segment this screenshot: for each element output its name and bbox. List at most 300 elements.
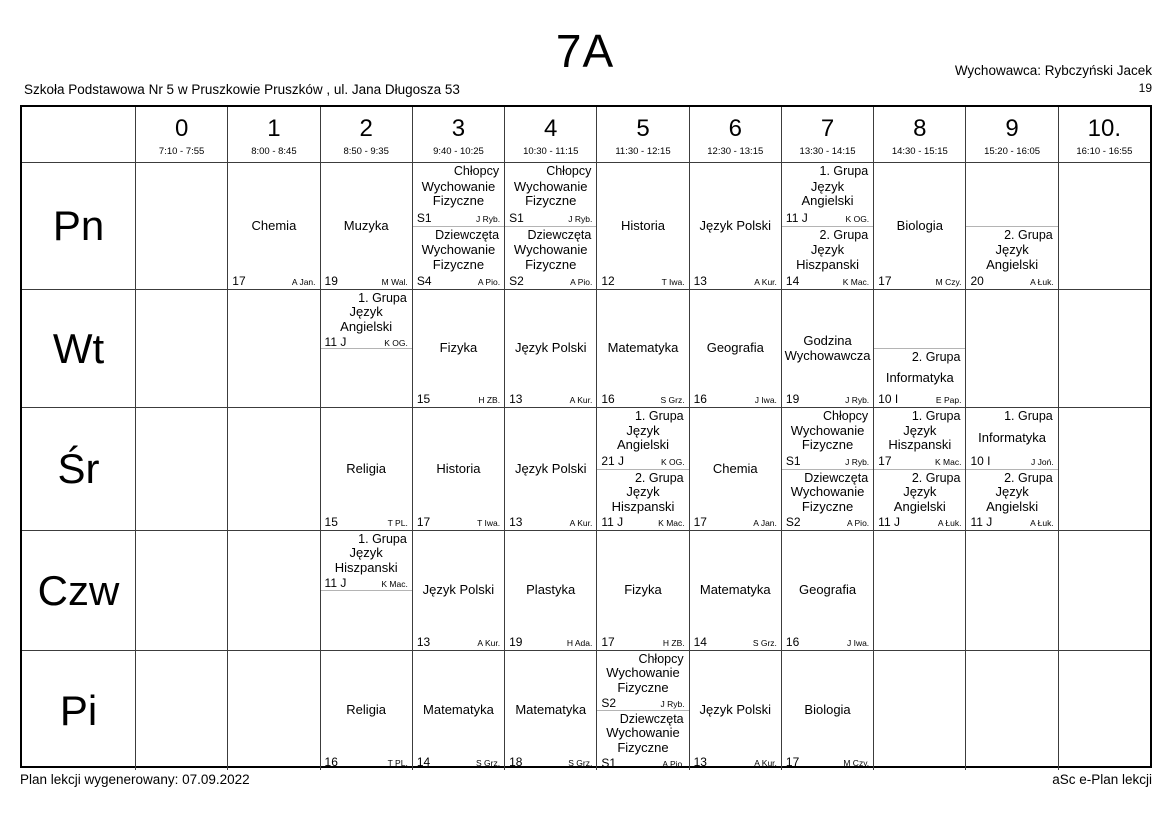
room-label: 21 J xyxy=(601,453,625,468)
lesson-cell xyxy=(596,407,688,530)
period-number: 8 xyxy=(913,114,927,142)
room-label: 20 xyxy=(970,274,984,288)
room-teacher-row xyxy=(228,274,319,288)
room-label: S2 xyxy=(601,696,617,710)
lesson-cell xyxy=(689,289,781,407)
lesson-cell xyxy=(320,650,412,770)
period-number: 9 xyxy=(1005,114,1019,142)
group-label: Chłopcy xyxy=(823,409,869,423)
subject-label: Religia xyxy=(346,460,387,476)
teacher-label: A Kur. xyxy=(569,395,593,405)
subject-label: Wychowanie Fizyczne xyxy=(606,725,680,756)
lesson-cell xyxy=(504,289,596,407)
room-label: 11 J xyxy=(878,515,900,529)
teacher-label: A Pio. xyxy=(846,518,870,528)
period-header xyxy=(965,107,1057,162)
lesson-cell xyxy=(781,289,873,407)
teacher-label: S Grz. xyxy=(660,395,685,405)
room-label: 10 I xyxy=(970,453,991,468)
room-label: 14 xyxy=(693,635,707,649)
room-label: 13 xyxy=(693,274,707,288)
lesson-group-half xyxy=(874,469,965,531)
room-label: 13 xyxy=(509,515,523,529)
empty-cell xyxy=(135,162,227,289)
lesson-cell xyxy=(873,407,965,530)
room-teacher-row xyxy=(690,755,781,769)
room-label: S1 xyxy=(416,210,432,225)
lesson-group-half xyxy=(874,408,965,469)
room-teacher-row xyxy=(321,335,412,348)
room-label: 16 xyxy=(324,755,338,769)
teacher-label: J Iwa. xyxy=(754,395,777,405)
room-label: 17 xyxy=(416,515,431,529)
period-header xyxy=(504,107,596,162)
group-label: 1. Grupa xyxy=(1004,409,1053,423)
empty-cell xyxy=(965,289,1057,407)
teacher-label: A Łuk. xyxy=(937,518,962,528)
period-header xyxy=(320,107,412,162)
room-teacher-row xyxy=(690,515,781,529)
lesson-group-half xyxy=(874,348,965,407)
room-teacher-row xyxy=(505,515,596,529)
teacher-label: A Łuk. xyxy=(1030,518,1054,528)
subject-label: Wychowanie Fizyczne xyxy=(421,242,496,272)
room-teacher-row xyxy=(321,576,412,590)
room-label: 13 xyxy=(693,755,707,769)
empty-cell xyxy=(135,289,227,407)
room-teacher-row xyxy=(505,635,596,649)
room-teacher-row xyxy=(874,454,965,469)
subject-label: Matematyka xyxy=(423,702,494,718)
room-teacher-row xyxy=(690,392,781,406)
subject-label: Język Polski xyxy=(422,582,495,598)
subject-label: Chemia xyxy=(251,217,297,233)
teacher-label: K Mac. xyxy=(658,518,685,528)
lesson-cell xyxy=(412,162,504,289)
lesson-group-half xyxy=(597,710,688,770)
lesson-group-half xyxy=(782,408,873,469)
empty-half xyxy=(966,163,1057,226)
empty-cell xyxy=(965,530,1057,650)
group-label: Dziewczęta xyxy=(619,712,684,726)
group-label: Chłopcy xyxy=(453,164,500,178)
empty-cell xyxy=(135,650,227,770)
day-label: Śr xyxy=(22,407,135,530)
room-teacher-row xyxy=(690,635,781,649)
empty-cell xyxy=(227,530,319,650)
room-teacher-row xyxy=(966,515,1057,530)
empty-cell xyxy=(965,650,1057,770)
lesson-cell xyxy=(504,407,596,530)
lesson-group-half xyxy=(413,226,504,290)
teacher-label: T Iwa. xyxy=(477,518,501,528)
group-label: 2. Grupa xyxy=(819,227,869,242)
room-teacher-row xyxy=(782,211,873,226)
room-teacher-row xyxy=(782,392,873,406)
subject-label: Język Angielski xyxy=(616,422,669,453)
empty-cell xyxy=(1058,407,1150,530)
lesson-cell xyxy=(504,530,596,650)
room-teacher-row xyxy=(874,274,965,288)
group-label: 2. Grupa xyxy=(911,470,961,485)
teacher-label: J Iwa. xyxy=(846,638,870,648)
room-label: 19 xyxy=(509,635,523,649)
lesson-cell xyxy=(320,407,412,530)
teacher-label: A Łuk. xyxy=(1030,277,1054,287)
group-label: 2. Grupa xyxy=(1004,470,1053,485)
lesson-cell xyxy=(689,530,781,650)
teacher-label: J Ryb. xyxy=(660,699,685,710)
room-teacher-row xyxy=(413,274,504,289)
lesson-cell xyxy=(689,162,781,289)
room-teacher-row xyxy=(597,454,688,469)
subject-label: Język Polski xyxy=(514,460,587,476)
lesson-cell xyxy=(596,162,688,289)
day-label: Pi xyxy=(22,650,135,770)
teacher-label: E Pap. xyxy=(935,395,962,405)
lesson-cell xyxy=(412,289,504,407)
teacher-label: S Grz. xyxy=(475,758,501,768)
room-teacher-row xyxy=(413,755,504,769)
lesson-cell xyxy=(689,650,781,770)
subject-label: Historia xyxy=(436,460,481,476)
period-time: 15:20 - 16:05 xyxy=(984,146,1041,157)
subject-label: Język Hiszpanski xyxy=(796,242,859,272)
teacher-label: S Grz. xyxy=(752,638,777,648)
lesson-cell xyxy=(504,162,596,289)
room-teacher-row xyxy=(597,635,688,649)
empty-cell xyxy=(227,289,319,407)
lesson-group-half xyxy=(782,226,873,290)
school-name: Szkoła Podstawowa Nr 5 w Pruszkowie Pruszków , ul. Jana Długosza 53 xyxy=(24,82,460,97)
period-time: 10:30 - 11:15 xyxy=(523,146,579,157)
empty-half xyxy=(874,290,965,348)
lesson-cell xyxy=(320,162,412,289)
room-label: S2 xyxy=(509,274,524,288)
teacher-label: T Iwa. xyxy=(661,277,685,287)
teacher-label: H ZB. xyxy=(662,638,685,648)
room-label: 12 xyxy=(601,274,615,288)
subject-label: Matematyka xyxy=(699,582,771,598)
subject-label: Język Polski xyxy=(699,702,772,718)
lesson-group-half xyxy=(782,469,873,531)
group-label: 2. Grupa xyxy=(911,350,961,364)
group-label: 1. Grupa xyxy=(634,409,684,423)
group-label: 1. Grupa xyxy=(358,291,407,305)
teacher-label: H ZB. xyxy=(478,395,501,405)
lesson-cell xyxy=(781,162,873,289)
teacher-label: M Czy. xyxy=(843,758,870,768)
period-number: 7 xyxy=(820,114,835,142)
lesson-cell xyxy=(412,530,504,650)
period-header xyxy=(1058,107,1150,162)
lesson-cell xyxy=(412,650,504,770)
teacher-label: J Joń. xyxy=(1031,456,1054,467)
room-teacher-row xyxy=(966,274,1057,289)
subject-label: Geografia xyxy=(706,340,764,356)
room-label: 10 I xyxy=(878,392,899,406)
room-teacher-row xyxy=(782,454,873,469)
room-label: 17 xyxy=(878,453,892,468)
teacher-label: A Kur. xyxy=(569,518,593,528)
room-label: 11 J xyxy=(970,515,993,529)
teacher-label: A Pio. xyxy=(477,277,501,287)
empty-cell xyxy=(1058,162,1150,289)
empty-cell xyxy=(135,407,227,530)
subject-label: Religia xyxy=(346,702,387,718)
room-label: 15 xyxy=(416,392,431,406)
room-label: 14 xyxy=(785,274,800,288)
empty-cell xyxy=(873,530,965,650)
teacher-label: J Ryb. xyxy=(845,456,870,467)
lesson-cell xyxy=(781,650,873,770)
room-label: S1 xyxy=(601,756,617,770)
empty-half xyxy=(321,348,412,407)
group-label: Chłopcy xyxy=(638,652,684,666)
empty-cell xyxy=(1058,530,1150,650)
lesson-cell xyxy=(596,530,688,650)
lesson-cell xyxy=(781,407,873,530)
period-number: 3 xyxy=(451,114,466,142)
period-number: 10. xyxy=(1087,114,1122,142)
lesson-cell xyxy=(504,650,596,770)
room-label: 13 xyxy=(416,635,431,649)
room-label: 11 J xyxy=(324,335,347,348)
teacher-label: A Pio. xyxy=(570,277,593,287)
subject-label: Język Hiszpanski xyxy=(611,484,675,514)
lesson-group-half xyxy=(597,651,688,710)
teacher-label: T PL. xyxy=(387,758,408,768)
empty-cell xyxy=(135,530,227,650)
lesson-group-half xyxy=(966,469,1057,531)
period-number: 5 xyxy=(636,114,650,142)
lesson-cell xyxy=(320,289,412,407)
period-time: 8:50 - 9:35 xyxy=(343,146,389,157)
lesson-group-half xyxy=(321,290,412,348)
period-header xyxy=(596,107,688,162)
room-teacher-row xyxy=(782,274,873,289)
teacher-label: A Jan. xyxy=(753,518,777,528)
room-teacher-row xyxy=(413,635,504,649)
teacher-label: K OG. xyxy=(384,338,408,348)
subject-label: Godzina Wychowawcza xyxy=(784,332,871,363)
period-number: 2 xyxy=(359,114,373,142)
subject-label: Język Angielski xyxy=(986,242,1039,272)
group-label: 1. Grupa xyxy=(911,409,961,423)
period-time: 11:30 - 12:15 xyxy=(615,146,671,157)
lesson-group-half xyxy=(413,163,504,226)
subject-label: Informatyka xyxy=(978,429,1047,445)
room-label: S1 xyxy=(785,453,801,468)
generator-name: aSc e-Plan lekcji xyxy=(1052,772,1152,787)
period-header xyxy=(689,107,781,162)
teacher-label: J Ryb. xyxy=(845,395,870,405)
teacher-label: M Czy. xyxy=(935,277,962,287)
subject-label: Język Polski xyxy=(699,217,772,233)
room-teacher-row xyxy=(874,515,965,530)
lesson-group-half xyxy=(505,163,596,226)
lesson-cell xyxy=(781,530,873,650)
room-teacher-row xyxy=(597,756,688,770)
subject-label: Wychowanie Fizyczne xyxy=(421,178,496,209)
lesson-cell xyxy=(320,530,412,650)
room-label: 13 xyxy=(509,392,523,406)
day-label: Pn xyxy=(22,162,135,289)
room-teacher-row xyxy=(597,696,688,710)
room-label: 16 xyxy=(693,392,707,406)
subject-label: Język Hiszpanski xyxy=(888,422,952,453)
lesson-group-half xyxy=(782,163,873,226)
group-label: Dziewczęta xyxy=(804,470,869,485)
lesson-cell xyxy=(227,162,319,289)
lesson-group-half xyxy=(966,408,1057,469)
room-label: 17 xyxy=(601,635,615,649)
room-teacher-row xyxy=(321,515,412,529)
lesson-cell xyxy=(412,407,504,530)
room-label: 17 xyxy=(693,515,707,529)
room-teacher-row xyxy=(782,755,873,769)
group-label: Dziewczęta xyxy=(435,227,500,242)
room-label: 14 xyxy=(416,755,431,769)
group-label: 2. Grupa xyxy=(634,470,684,485)
room-label: 16 xyxy=(601,392,615,406)
room-teacher-row xyxy=(874,392,965,407)
room-label: 17 xyxy=(785,755,800,769)
room-teacher-row xyxy=(413,515,504,529)
lesson-group-half xyxy=(505,226,596,290)
subject-label: Język Angielski xyxy=(801,178,854,209)
lesson-cell xyxy=(873,162,965,289)
lesson-cell xyxy=(873,289,965,407)
room-label: S2 xyxy=(785,515,801,529)
lesson-cell xyxy=(596,650,688,770)
subject-label: Biologia xyxy=(896,217,943,233)
day-label: Czw xyxy=(22,530,135,650)
period-header xyxy=(412,107,504,162)
subject-label: Muzyka xyxy=(343,217,389,233)
period-time: 16:10 - 16:55 xyxy=(1076,146,1133,157)
room-teacher-row xyxy=(597,392,688,406)
group-label: 2. Grupa xyxy=(1004,227,1053,242)
period-header xyxy=(135,107,227,162)
room-teacher-row xyxy=(597,274,688,288)
teacher-label: J Ryb. xyxy=(475,213,501,224)
group-label: Chłopcy xyxy=(546,164,592,178)
subject-label: Historia xyxy=(620,217,666,233)
room-label: 11 J xyxy=(324,576,347,590)
teacher-label: K Mac. xyxy=(842,277,870,287)
teacher-label: A Jan. xyxy=(291,277,316,287)
group-label: 1. Grupa xyxy=(358,532,407,546)
subject-label: Wychowanie Fizyczne xyxy=(513,242,588,272)
room-teacher-row xyxy=(413,392,504,406)
room-teacher-row xyxy=(413,211,504,226)
subject-label: Matematyka xyxy=(607,340,679,356)
subject-label: Wychowanie Fizyczne xyxy=(790,484,865,514)
group-label: Dziewczęta xyxy=(527,227,592,242)
period-time: 14:30 - 15:15 xyxy=(891,146,948,157)
class-title: 7A xyxy=(555,25,615,77)
room-label: 18 xyxy=(509,755,523,769)
teacher-label: A Kur. xyxy=(754,758,777,768)
lesson-group-half xyxy=(597,408,688,469)
empty-cell xyxy=(1058,289,1150,407)
subject-label: Wychowanie Fizyczne xyxy=(790,422,865,453)
subject-label: Biologia xyxy=(804,702,851,718)
teacher-label: A Kur. xyxy=(754,277,777,287)
day-label: Wt xyxy=(22,289,135,407)
period-time: 7:10 - 7:55 xyxy=(158,146,205,157)
room-teacher-row xyxy=(597,515,688,530)
subject-label: Plastyka xyxy=(526,582,576,598)
room-label: 19 xyxy=(324,274,338,288)
teacher-label: K Mac. xyxy=(381,579,408,590)
empty-cell xyxy=(873,650,965,770)
empty-cell xyxy=(227,650,319,770)
period-time: 13:30 - 14:15 xyxy=(799,146,856,157)
subject-label: Język Polski xyxy=(514,340,587,356)
room-teacher-row xyxy=(505,755,596,769)
subject-label: Matematyka xyxy=(515,702,587,718)
timetable xyxy=(20,105,1152,768)
lesson-cell xyxy=(596,289,688,407)
teacher-label: J Ryb. xyxy=(568,213,593,224)
teacher-label: K Mac. xyxy=(935,456,962,467)
lesson-cell xyxy=(965,162,1057,289)
empty-cell xyxy=(1058,650,1150,770)
period-header xyxy=(781,107,873,162)
tutor-name: Wychowawca: Rybczyński Jacek xyxy=(954,63,1152,78)
corner-cell xyxy=(22,107,135,162)
period-header xyxy=(873,107,965,162)
teacher-label: A Kur. xyxy=(477,638,501,648)
subject-label: Język Angielski xyxy=(340,304,393,335)
room-teacher-row xyxy=(690,274,781,288)
subject-label: Fizyka xyxy=(439,340,478,356)
room-label: 17 xyxy=(232,274,246,288)
subject-label: Geografia xyxy=(798,582,857,598)
subject-label: Wychowanie Fizyczne xyxy=(513,178,588,209)
period-number: 6 xyxy=(728,114,742,142)
subject-label: Fizyka xyxy=(624,582,662,598)
room-teacher-row xyxy=(505,211,596,226)
lesson-group-half xyxy=(597,469,688,531)
room-label: 11 J xyxy=(785,210,808,225)
page-number: 19 xyxy=(1138,81,1152,95)
room-teacher-row xyxy=(505,274,596,289)
room-label: 16 xyxy=(785,635,800,649)
room-label: 17 xyxy=(878,274,892,288)
subject-label: Język Angielski xyxy=(893,484,946,514)
period-number: 4 xyxy=(544,114,558,142)
period-number: 0 xyxy=(174,114,189,142)
room-teacher-row xyxy=(782,635,873,649)
room-teacher-row xyxy=(321,755,412,769)
lesson-group-half xyxy=(321,531,412,590)
teacher-label: A Pio. xyxy=(662,759,685,770)
teacher-label: S Grz. xyxy=(568,758,593,768)
subject-label: Chemia xyxy=(712,460,758,476)
generated-date: Plan lekcji wygenerowany: 07.09.2022 xyxy=(20,772,250,787)
room-label: 11 J xyxy=(601,515,624,529)
empty-cell xyxy=(227,407,319,530)
period-number: 1 xyxy=(267,114,281,142)
group-label: 1. Grupa xyxy=(819,164,869,178)
period-time: 9:40 - 10:25 xyxy=(433,146,484,157)
subject-label: Informatyka xyxy=(885,369,954,385)
room-teacher-row xyxy=(782,515,873,530)
period-time: 8:00 - 8:45 xyxy=(251,146,297,157)
